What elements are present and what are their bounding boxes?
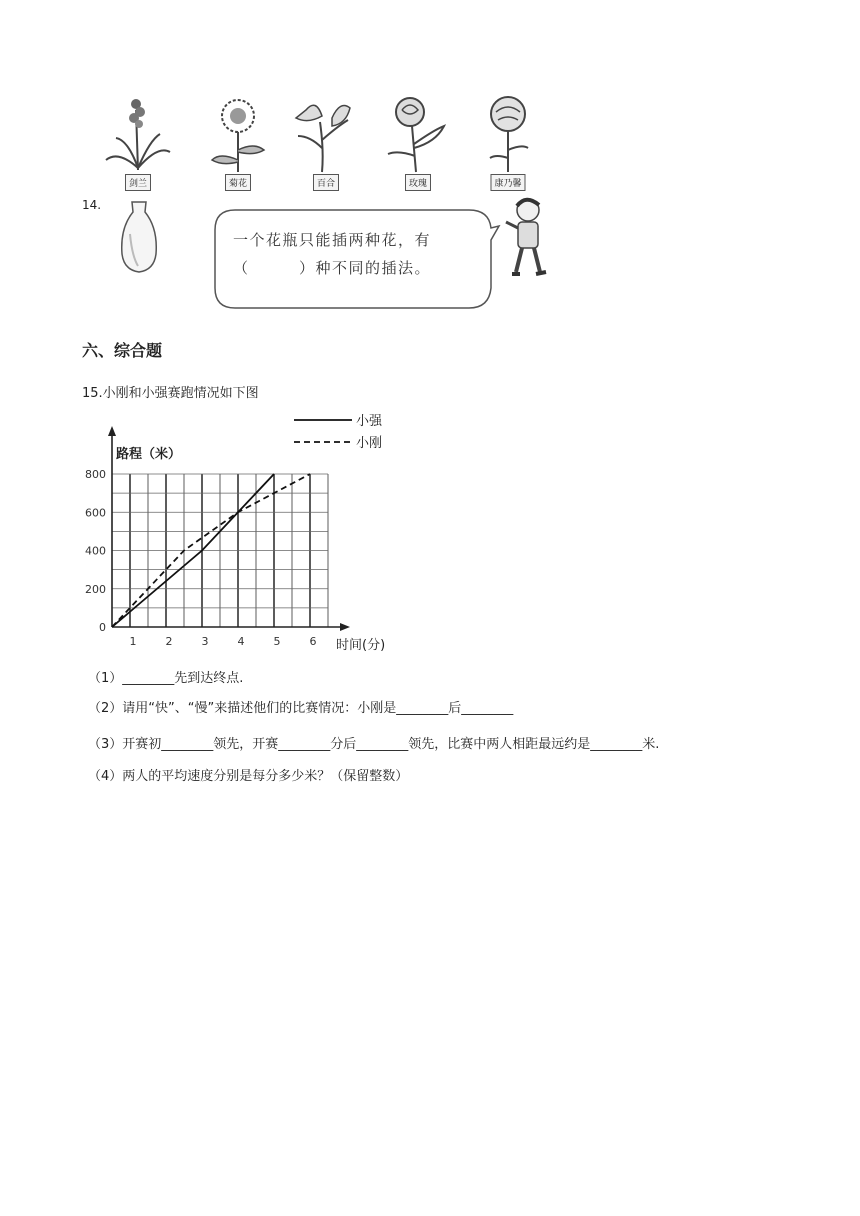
vase-icon (118, 200, 160, 274)
lily-icon (286, 90, 366, 175)
flower-label: 百合 (313, 174, 339, 191)
x-tick-label: 2 (165, 635, 173, 648)
flower-label: 菊花 (225, 174, 251, 191)
bubble-text (233, 226, 483, 282)
legend-label: 小刚 (356, 436, 383, 451)
question-15-item-3: （3）开赛初________领先，开赛________分后________领先，比赛中两人相距最远约是________米. (88, 737, 660, 752)
flower-lily (286, 90, 366, 195)
x-axis-label: 时间(分) (336, 638, 386, 653)
flower-label: 康乃馨 (490, 174, 525, 191)
x-axis-arrow (340, 623, 350, 631)
chart-legend (294, 414, 383, 451)
question-15-item-1: （1）________先到达终点. (88, 671, 244, 686)
rose-icon (378, 90, 458, 175)
flower-label: 剑兰 (125, 174, 151, 191)
bubble-line-1: 一个花瓶只能插两种花，有 (233, 231, 432, 249)
flower-chrysanthemum (198, 90, 278, 195)
y-tick-label: 400 (85, 544, 106, 558)
running-chart (80, 412, 410, 657)
y-axis-arrow (108, 426, 116, 436)
bubble-line-2: （ ）种不同的插法。 (233, 259, 432, 277)
legend-label: 小强 (356, 414, 383, 429)
flower-gladiolus (98, 90, 178, 195)
x-tick-label: 5 (273, 635, 281, 648)
x-tick-label: 4 (237, 635, 245, 648)
carnation-icon (468, 90, 548, 175)
question-15-item-4: （4）两人的平均速度分别是每分多少米？（保留整数） (88, 769, 409, 784)
flower-label: 玫瑰 (405, 174, 431, 191)
question-number: 14. (82, 198, 102, 212)
question-15-title: 15.小刚和小强赛跑情况如下图 (82, 386, 259, 401)
flower-row (98, 90, 568, 195)
y-tick-label: 800 (85, 468, 106, 481)
chrysanthemum-icon (198, 90, 278, 175)
y-axis-label: 路程（米） (116, 447, 182, 462)
x-tick-label: 6 (309, 635, 317, 648)
x-tick-label: 1 (129, 635, 137, 648)
section-title: 六、综合题 (82, 341, 163, 360)
chart-grid (112, 474, 328, 627)
flower-carnation (468, 90, 548, 195)
gladiolus-icon (98, 90, 178, 175)
boy-icon (502, 196, 550, 278)
flower-rose (378, 90, 458, 195)
y-tick-label: 600 (85, 506, 106, 520)
y-tick-label: 200 (85, 582, 106, 596)
y-tick-label: 0 (99, 621, 106, 634)
x-tick-label: 3 (201, 635, 209, 648)
question-15-item-2: （2）请用“快”、“慢”来描述他们的比赛情况：小刚是________后________ (88, 701, 514, 716)
